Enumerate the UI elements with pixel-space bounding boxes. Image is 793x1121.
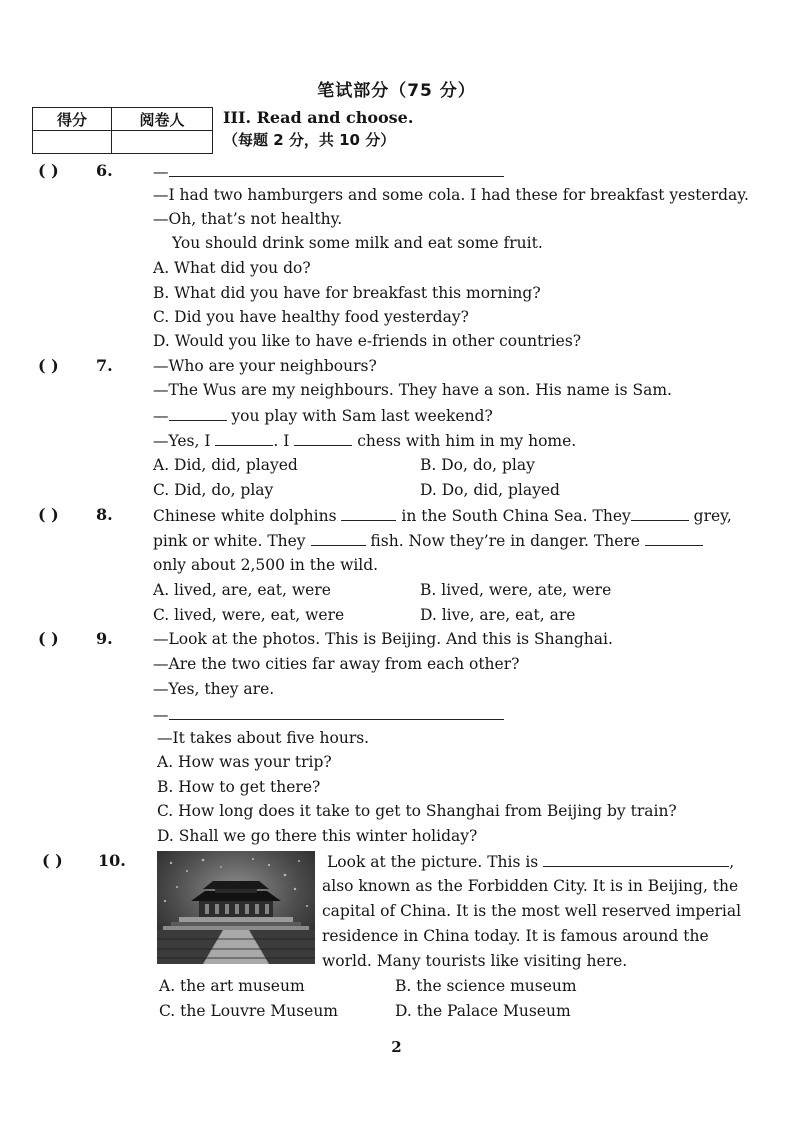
question-number-6: 6. <box>96 161 113 180</box>
q10-line-2: also known as the Forbidden City. It is in Beijing, the <box>322 877 739 895</box>
score-cell[interactable] <box>33 131 112 154</box>
section-heading <box>223 106 413 152</box>
q10-line-3: capital of China. It is the most well reserved imperial <box>322 902 742 920</box>
q8-line-2: pink or white. They fish. Now they’re in danger. There <box>153 529 703 552</box>
q8-blank-3[interactable] <box>311 529 366 546</box>
q6-blank-line <box>153 160 504 183</box>
q6-dash: — <box>153 163 169 181</box>
q6-answer-blank[interactable] <box>169 160 504 177</box>
answer-paren-9[interactable]: ( ) <box>38 629 59 648</box>
q9-line-2: —Are the two cities far away from each other? <box>153 655 520 673</box>
question-number-8: 8. <box>96 505 113 524</box>
q7-option-c: C. Did, do, play <box>153 481 274 499</box>
answer-paren-10[interactable]: ( ) <box>42 851 63 870</box>
q6-option-b: B. What did you have for breakfast this morning? <box>153 284 541 302</box>
q9-line-1: —Look at the photos. This is Beijing. And this is Shanghai. <box>153 630 613 648</box>
answer-paren-7[interactable]: ( ) <box>38 356 59 375</box>
q6-option-c: C. Did you have healthy food yesterday? <box>153 308 469 326</box>
q9-line-3: —Yes, they are. <box>153 680 275 698</box>
q8-line-1: Chinese white dolphins in the South China Sea. They grey, <box>153 504 732 527</box>
q9-option-d: D. Shall we go there this winter holiday? <box>157 827 478 845</box>
q10-line-1: Look at the picture. This is , <box>327 850 734 873</box>
q8-line-3: only about 2,500 in the wild. <box>153 556 379 574</box>
section-points: （每题 2 分，共 10 分） <box>223 131 396 149</box>
q6-option-a: A. What did you do? <box>153 259 311 277</box>
q7-blank-1[interactable] <box>169 404 227 421</box>
q9-answer-blank[interactable] <box>169 703 504 720</box>
q8-blank-1[interactable] <box>341 504 396 521</box>
q6-option-d: D. Would you like to have e-friends in other countries? <box>153 332 582 350</box>
q10-option-c: C. the Louvre Museum <box>159 1002 339 1020</box>
q9-answer-line: —It takes about five hours. <box>157 729 370 747</box>
q7-blank-2[interactable] <box>215 429 273 446</box>
score-table <box>32 107 213 154</box>
q7-line-4: —Yes, I . I chess with him in my home. <box>153 429 576 452</box>
q10-answer-blank[interactable] <box>543 850 729 867</box>
question-number-10: 10. <box>98 851 126 870</box>
answer-paren-8[interactable]: ( ) <box>38 505 59 524</box>
forbidden-city-photo <box>157 851 315 964</box>
q10-line-5: world. Many tourists like visiting here. <box>322 952 628 970</box>
q9-blank-line: — <box>153 703 504 726</box>
q6-line-2: —Oh, that’s not healthy. <box>153 210 343 228</box>
q7-line-2: —The Wus are my neighbours. They have a son. His name is Sam. <box>153 381 672 399</box>
q7-option-a: A. Did, did, played <box>153 456 298 474</box>
q10-option-d: D. the Palace Museum <box>395 1002 571 1020</box>
q6-line-3: You should drink some milk and eat some fruit. <box>172 234 543 252</box>
q7-option-b: B. Do, do, play <box>420 456 535 474</box>
q8-blank-2[interactable] <box>631 504 689 521</box>
q8-option-c: C. lived, were, eat, were <box>153 606 345 624</box>
answer-paren-6[interactable]: ( ) <box>38 161 59 180</box>
page-number: 2 <box>391 1038 402 1056</box>
grader-label: 阅卷人 <box>112 108 213 131</box>
score-label: 得分 <box>33 108 112 131</box>
q9-option-c: C. How long does it take to get to Shanghai from Beijing by train? <box>157 802 677 820</box>
q7-line-3: — you play with Sam last weekend? <box>153 404 493 427</box>
q8-option-a: A. lived, are, eat, were <box>153 581 331 599</box>
question-number-7: 7. <box>96 356 113 375</box>
page-title: 笔试部分（75 分） <box>317 81 476 101</box>
grader-cell[interactable] <box>112 131 213 154</box>
q9-option-a: A. How was your trip? <box>157 753 332 771</box>
q10-line-4: residence in China today. It is famous around the <box>322 927 709 945</box>
q8-option-d: D. live, are, eat, are <box>420 606 576 624</box>
question-number-9: 9. <box>96 629 113 648</box>
q9-option-b: B. How to get there? <box>157 778 321 796</box>
q6-line-1: —I had two hamburgers and some cola. I had these for breakfast yesterday. <box>153 186 749 204</box>
q8-blank-4[interactable] <box>645 529 703 546</box>
q7-blank-3[interactable] <box>294 429 352 446</box>
q10-option-a: A. the art museum <box>159 977 305 995</box>
section-title: III. Read and choose. <box>223 108 414 127</box>
q10-option-b: B. the science museum <box>395 977 577 995</box>
q7-option-d: D. Do, did, played <box>420 481 560 499</box>
q8-option-b: B. lived, were, ate, were <box>420 581 612 599</box>
q7-line-1: —Who are your neighbours? <box>153 357 377 375</box>
